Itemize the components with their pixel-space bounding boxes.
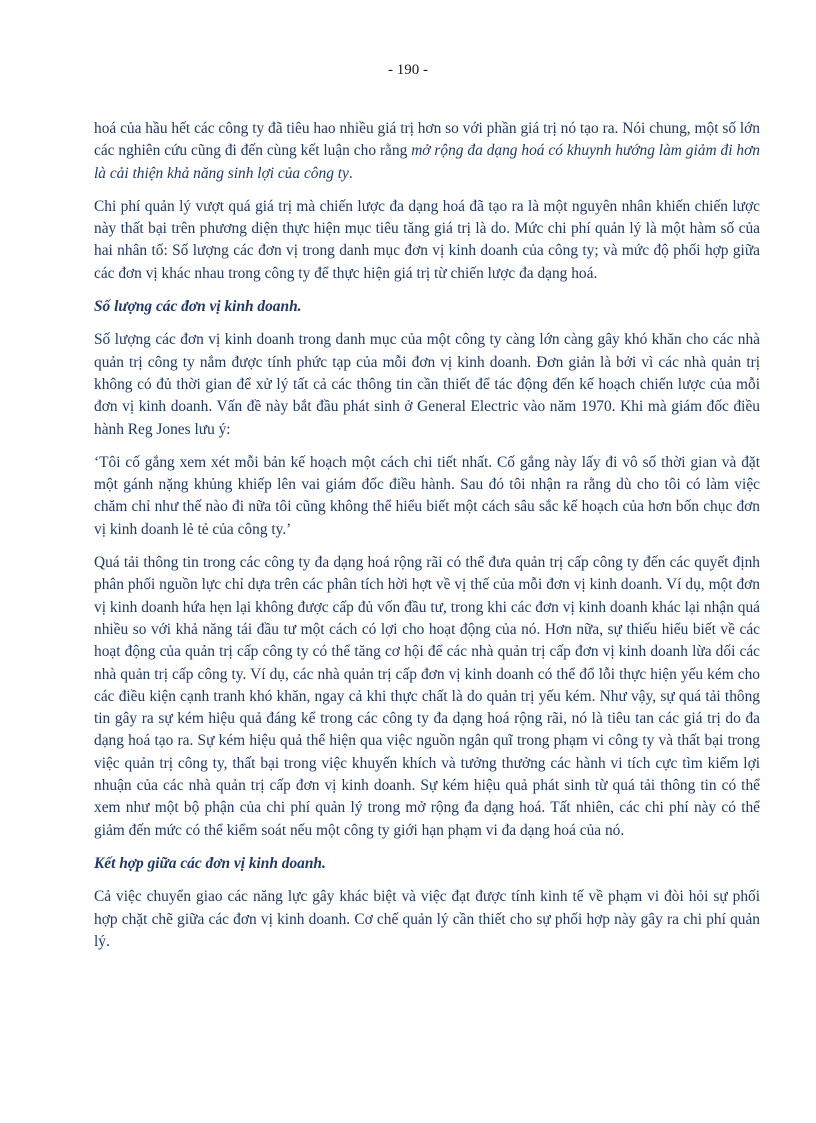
page-number: - 190 - bbox=[388, 62, 428, 78]
paragraph-1-emphasis: mở rộng đa dạng hoá có khuynh hướng làm giảm đi hơn là cải thiện khả năng sinh lợi của công ty bbox=[94, 142, 760, 182]
paragraph-3: Số lượng các đơn vị kinh doanh trong danh mục của một công ty càng lớn càng gây khó khăn cho các nhà quản trị công ty nắm được tính phức tạp của mỗi đơn vị kinh doanh. Đơn giản là bởi vì các nhà quản trị không có đủ thời gian để xử lý tất cả các thông tin cần thiết để tác động đến kế hoạch chiến lược của mỗi đơn vị kinh doanh. Vấn đề này bắt đầu phát sinh ở General Electric vào năm 1970. Khi mà giám đốc điều hành Reg Jones lưu ý: bbox=[94, 331, 760, 438]
paragraph-5: Cả việc chuyển giao các năng lực gây khác biệt và việc đạt được tính kinh tế về phạm vi đòi hỏi sự phối hợp chặt chẽ giữa các đơn vị kinh doanh. Cơ chế quản lý cần thiết cho sự phối hợp này gây ra chi phí quản lý. bbox=[94, 888, 760, 950]
page-body bbox=[94, 118, 760, 964]
paragraph-4: Quá tải thông tin trong các công ty đa dạng hoá rộng rãi có thể đưa quản trị cấp công ty đến các quyết định phân phối nguồn lực chỉ dựa trên các phân tích hời hợt về vị thế của mỗi đơn vị kinh doanh. Ví dụ, một đơn vị kinh doanh hứa hẹn lại không được cấp đủ vốn đầu tư, trong khi các đơn vị kinh doanh khác lại nhận quá nhiều so với khả năng tái đầu tư một cách có lợi cho hoạt động của nó. Hơn nữa, sự thiếu hiểu biết về các hoạt động của quản trị cấp công ty có thể tăng cơ hội để các nhà quản trị cấp đơn vị kinh doanh lừa dối các nhà quản trị cấp công ty. Ví dụ, các nhà quản trị cấp đơn vị kinh doanh có thể đổ lỗi thực hiện yếu kém cho các điều kiện cạnh tranh khó khăn, ngay cả khi thực chất là do quản trị yếu kém. Như vậy, sự quá tải thông tin gây ra sự kém hiệu quả đáng kể trong các công ty đa dạng hoá rộng rãi, nó là tiêu tan các giá trị do đa dạng hoá tạo ra. Sự kém hiệu quả thể hiện qua việc nguồn ngân quĩ trong phạm vi công ty và thất bại trong việc quản trị công ty, thất bại trong việc khuyến khích và tưởng thưởng các hành vi tích cực tìm kiếm lợi nhuận của các nhà quản trị cấp đơn vị kinh doanh. Sự kém hiệu quả phát sinh từ quá tải thông tin có thể xem như một bộ phận của chi phí quản lý trong mở rộng đa dạng hoá. Tất nhiên, các chi phí này có thể giảm đến mức có thể kiểm soát nếu một công ty giới hạn phạm vi đa dạng hoá của nó. bbox=[94, 554, 760, 839]
section-heading-number-of-units: Số lượng các đơn vị kinh doanh. bbox=[94, 298, 302, 316]
paragraph-2: Chi phí quản lý vượt quá giá trị mà chiến lược đa dạng hoá đã tạo ra là một nguyên nhân khiến chiến lược này thất bại trên phương diện thực hiện mục tiêu tăng giá trị là do. Mức chi phí quản lý là một hàm số của hai nhân tố: Số lượng các đơn vị trong danh mục đơn vị kinh doanh của công ty; và mức độ phối hợp giữa các đơn vị khác nhau trong công ty để thực hiện giá trị từ chiến lược đa dạng hoá. bbox=[94, 197, 760, 282]
paragraph-1 bbox=[94, 118, 760, 185]
paragraph-1-end: . bbox=[348, 164, 353, 182]
paragraph-1-text: hoá của hầu hết các công ty đã tiêu hao nhiều giá trị hơn so với phần giá trị nó tạo ra. Nói chung, một số lớn các nghiên cứu cũng đi đến cùng kết luận cho rằng bbox=[94, 120, 760, 160]
section-heading-coordination: Kết hợp giữa các đơn vị kinh doanh. bbox=[94, 854, 326, 872]
quote-reg-jones: ‘Tôi cố gắng xem xét mỗi bản kế hoạch một cách chi tiết nhất. Cố gắng này lấy đi vô số thời gian và đặt một gánh nặng khủng khiếp lên vai giám đốc điều hành. Sau đó tôi nhận ra rằng dù cho tôi có làm việc chăm chỉ như thế nào đi nữa tôi cũng không thể hiểu biết một cách sâu sắc kế hoạch của hơn bốn chục đơn vị kinh doanh lẻ tẻ của công ty.’ bbox=[94, 453, 760, 538]
